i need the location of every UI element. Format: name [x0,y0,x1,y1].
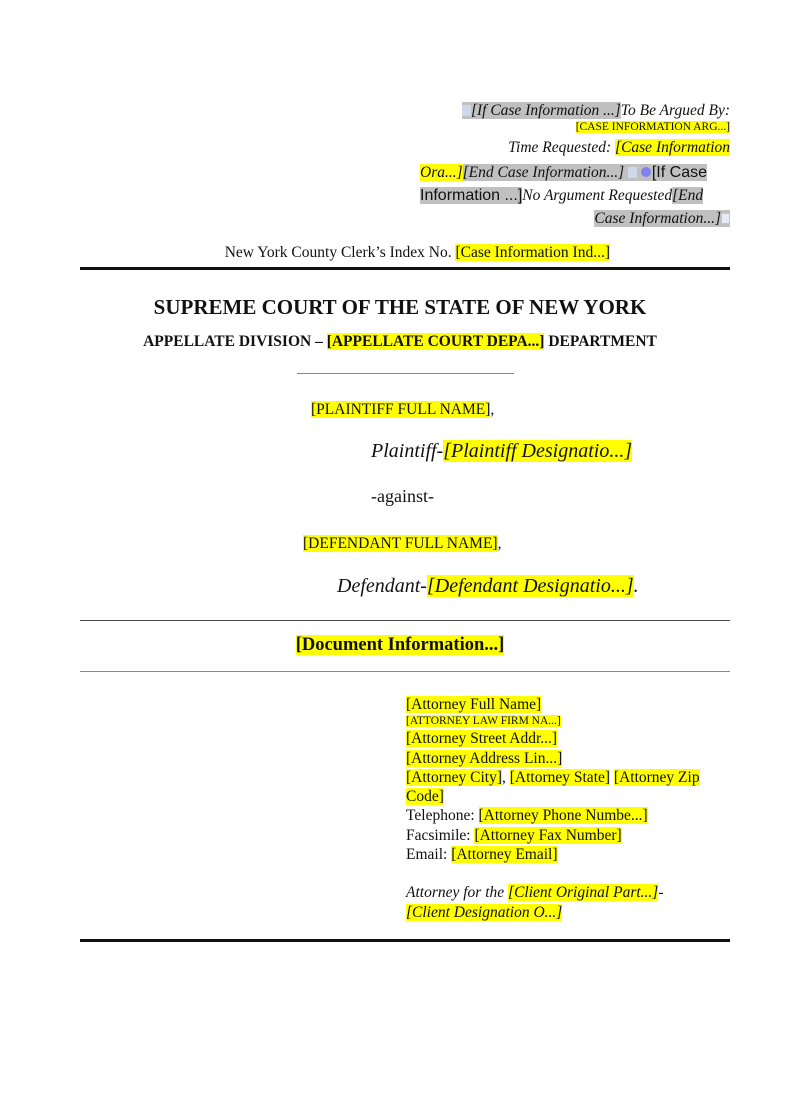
defendant-designation-field[interactable]: [Defendant Designatio...] [426,575,634,597]
division-suffix: DEPARTMENT [544,333,657,350]
defendant-name-line [303,535,501,553]
attorney-firm-line [406,714,736,727]
attorney-telephone-line [406,806,736,825]
court-division-line [0,333,800,351]
attorney-name-field[interactable]: [Attorney Full Name] [406,696,542,713]
client-designation-line [406,903,736,922]
argued-value-field[interactable]: [CASE INFORMATION ARG...] [575,121,730,133]
plaintiff-name-line [311,401,494,419]
index-number-field[interactable]: [Case Information Ind...] [455,244,610,261]
end-conditional-field-2-cont[interactable] [594,210,730,227]
attorney-zip-field[interactable]: [Attorney Zip [613,768,700,786]
against-label: -against- [371,486,434,506]
attorney-street-line [406,729,736,748]
attorney-fax-field[interactable]: [Attorney Fax Number] [474,826,622,844]
bottom-rule [80,939,730,942]
end-conditional-label: Case Information...] [594,210,721,227]
plaintiff-role-line [371,440,632,463]
defendant-period: . [633,575,639,597]
attorney-fax-line [406,826,736,845]
time-requested-label: Time Requested: [508,139,616,156]
client-dash: - [658,884,664,902]
attorney-zip-field-cont[interactable]: Code] [406,788,444,806]
spacer [406,864,736,883]
field-marker-icon [628,167,637,178]
index-label: New York County Clerk’s Index No. [224,244,456,261]
conditional-field-start-2[interactable]: [If Case [651,164,707,181]
radio-dot-icon [641,167,651,177]
attorney-name-line [406,695,736,714]
client-designation-field[interactable]: [Client Designation O...] [406,903,563,921]
field-marker-icon [462,105,471,116]
email-label: Email: [406,846,452,864]
case-information-block [420,99,730,230]
defendant-role-label: Defendant- [337,575,427,597]
conditional-line-2 [420,161,730,184]
document-info-bottom-rule [80,671,730,672]
attorney-state-field[interactable]: [Attorney State] [509,768,611,786]
defendant-comma: , [497,535,502,552]
attorney-email-line [406,845,736,864]
department-field[interactable]: [APPELLATE COURT DEPA...] [326,333,545,350]
argued-label: To Be Argued By: [620,102,730,119]
attorney-address-line [406,749,736,768]
court-title: SUPREME COURT OF THE STATE OF NEW YORK [153,295,647,319]
conditional-field-start[interactable] [462,102,621,119]
client-party-field[interactable]: [Client Original Part...] [508,884,659,902]
attorney-block [406,695,736,922]
time-requested-field-cont[interactable]: Ora...] [420,164,463,181]
attorney-for-line [406,883,736,902]
conditional-line-3 [420,184,730,207]
attorney-address-field[interactable]: [Attorney Address Lin...] [406,749,563,767]
plaintiff-designation-field[interactable]: [Plaintiff Designatio...] [443,440,633,462]
defendant-name-field[interactable]: [DEFENDANT FULL NAME] [303,535,498,552]
time-requested-line [420,134,730,161]
division-prefix: APPELLATE DIVISION – [143,333,327,350]
document-info-field[interactable]: [Document Information...] [295,635,505,655]
conditional-gap [624,164,707,181]
index-number-line [80,244,610,262]
conditional-field-label: [If Case Information ...] [470,102,621,119]
attorney-firm-field[interactable]: [ATTORNEY LAW FIRM NA...] [406,715,561,728]
conditional-line-4 [420,207,730,230]
end-conditional-field-2[interactable]: [End [672,187,704,204]
attorney-city-line: [Attorney City], [Attorney State] [Attorney Zip [406,768,700,786]
field-marker-icon [721,213,730,224]
document-info-line [0,635,800,656]
time-requested-field[interactable]: [Case Information [615,139,730,156]
fax-label: Facsimile: [406,826,475,844]
plaintiff-role-label: Plaintiff- [371,440,444,462]
attorney-zip-line [406,787,736,806]
top-rule [80,267,730,270]
heading-underline [297,373,514,374]
attorney-for-label: Attorney for the [406,884,509,902]
plaintiff-name-field[interactable]: [PLAINTIFF FULL NAME] [311,401,491,418]
attorney-email-field[interactable]: [Attorney Email] [451,846,558,864]
conditional-field-start-2-cont[interactable]: Information ...] [420,187,523,204]
no-argument-label: No Argument Requested [522,187,673,204]
defendant-role-line [337,575,639,598]
plaintiff-comma: , [490,401,495,418]
document-info-top-rule [80,620,730,621]
attorney-city-field[interactable]: [Attorney City] [406,768,502,786]
end-conditional-field[interactable]: [End Case Information...] [462,164,625,181]
attorney-street-field[interactable]: [Attorney Street Addr...] [406,730,558,748]
attorney-phone-field[interactable]: [Attorney Phone Numbe...] [478,807,648,825]
telephone-label: Telephone: [406,807,479,825]
